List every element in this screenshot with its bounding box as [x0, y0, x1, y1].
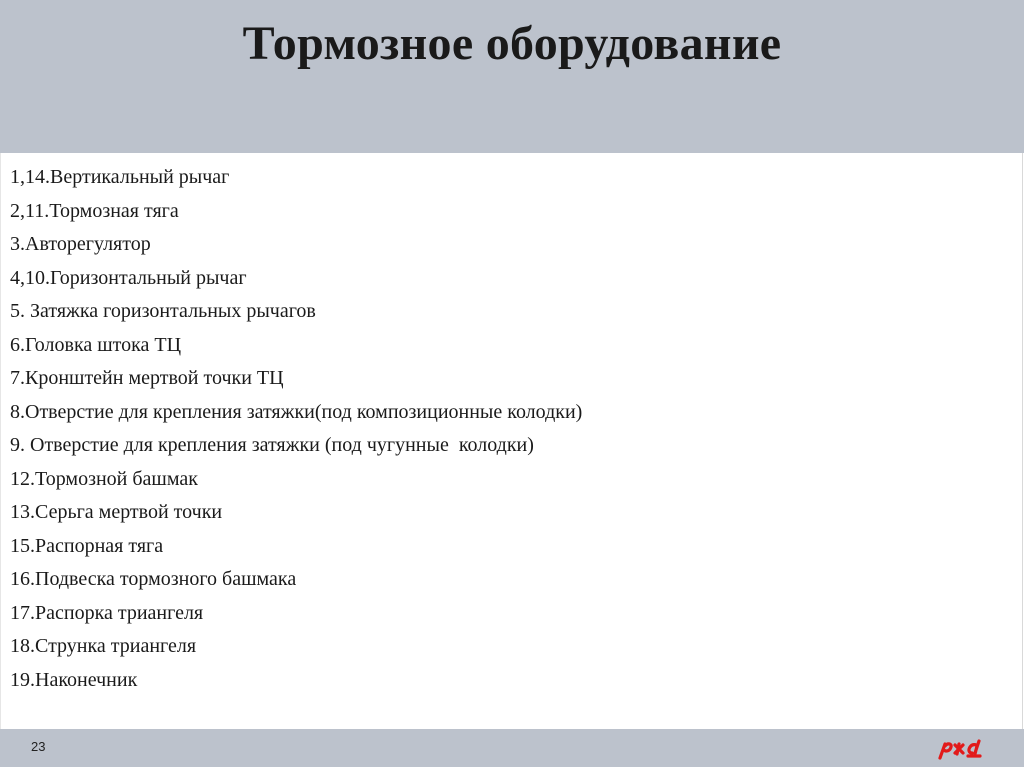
list-item: 16.Подвеска тормозного башмака — [10, 568, 297, 590]
content-area — [0, 153, 1023, 729]
list-item: 9. Отверстие для крепления затяжки (под чугунные колодки) — [10, 434, 534, 456]
list-item: 2,11.Тормозная тяга — [10, 199, 179, 222]
slide-title: Тормозное оборудование — [242, 17, 782, 70]
list-item: 18.Струнка триангеля — [10, 635, 197, 657]
title-band — [0, 0, 1024, 153]
list-item: 6.Головка штока ТЦ — [10, 333, 182, 356]
list-item: 12.Тормозной башмак — [10, 467, 198, 490]
list-item: 19.Наконечник — [10, 668, 138, 691]
footer-band — [0, 729, 1024, 767]
list-item: 13.Серьга мертвой точки — [10, 501, 223, 523]
list-item: 3.Авторегулятор — [10, 233, 151, 255]
parts-list — [10, 161, 582, 697]
rzd-logo-icon — [936, 737, 988, 761]
list-item: 7.Кронштейн мертвой точки ТЦ — [10, 367, 284, 389]
list-item: 5. Затяжка горизонтальных рычагов — [10, 300, 316, 322]
list-item: 4,10.Горизонтальный рычаг — [10, 266, 247, 289]
list-item: 15.Распорная тяга — [10, 534, 164, 557]
page-number: 23 — [31, 739, 46, 754]
list-item: 17.Распорка триангеля — [10, 601, 204, 624]
list-item: 8.Отверстие для крепления затяжки(под композиционные колодки) — [10, 400, 583, 423]
list-item: 1,14.Вертикальный рычаг — [10, 166, 230, 188]
